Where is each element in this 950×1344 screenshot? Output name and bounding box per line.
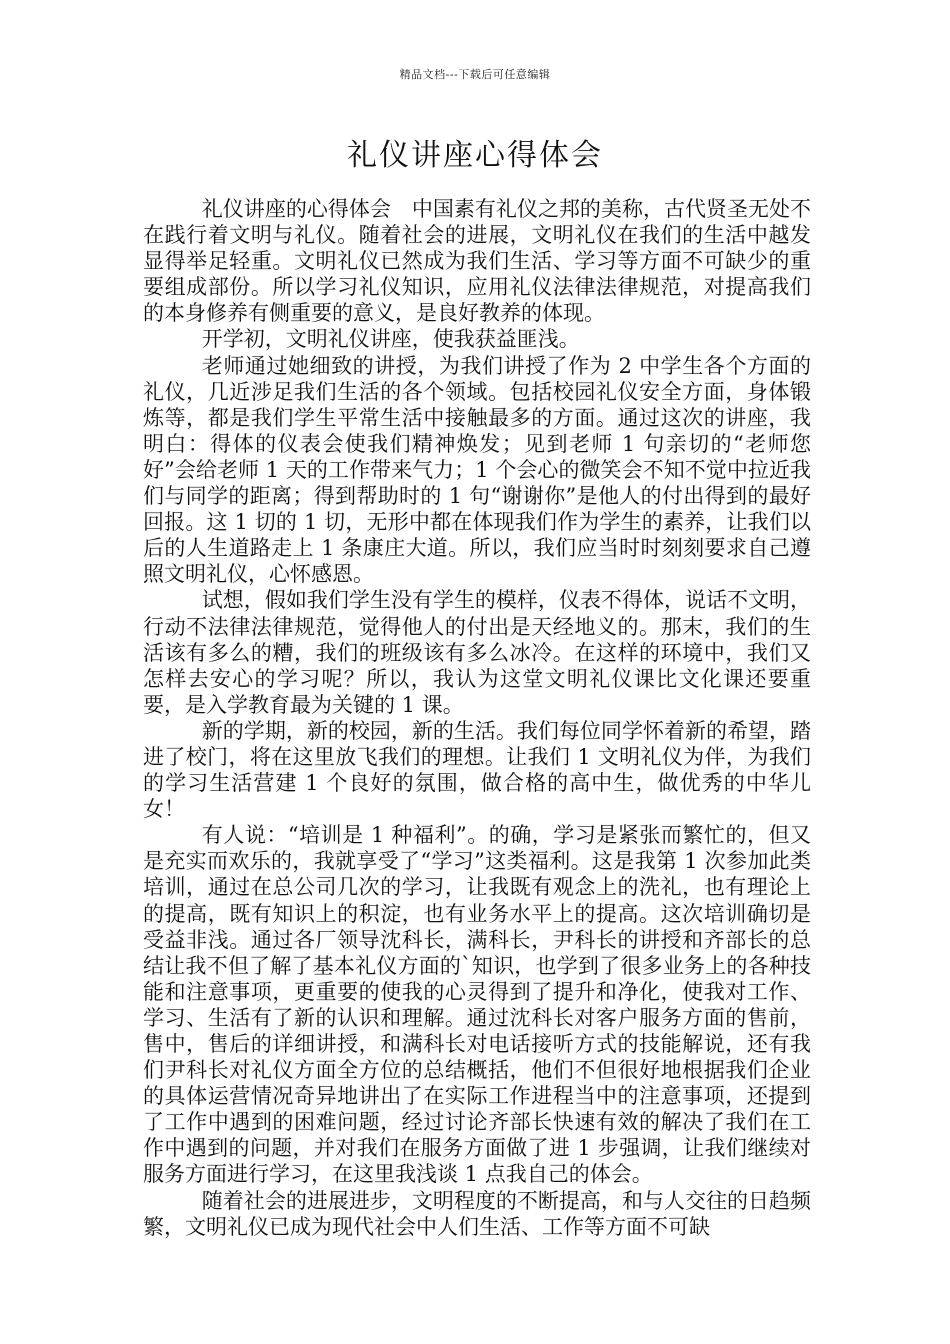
paragraph-lecture: 开学初，文明礼仪讲座，使我获益匪浅。 (201, 327, 580, 352)
paragraph-new-term: 新的学期，新的校园，新的生活。我们每位同学怀着新的希望，踏进了校门，将在这里放飞我们的理想。让我们 1 文明礼仪为伴，为我们的学习生活营建 1 个良好的氛围，做合格的高中生，做优秀的中华儿女！ (143, 718, 811, 822)
paragraph-intro: 礼仪讲座的心得体会 中国素有礼仪之邦的美称，古代贤圣无处不在践行着文明与礼仪。随着社会的进展，文明礼仪在我们的生活中越发显得举足轻重。文明礼仪已然成为我们生活、学习等方面不可缺少的重要组成部份。所以学习礼仪知识，应用礼仪法律法律规范，对提高我们的本身修养有侧重要的意义，是良好教养的体现。 (143, 197, 811, 326)
paragraph-imagine: 试想，假如我们学生没有学生的模样，仪表不得体，说话不文明，行动不法律法律规范，觉得他人的付出是天经地义的。那末，我们的生活该有多么的糟，我们的班级该有多么冰冷。在这样的环境中，我们又怎样去安心的学习呢？所以，我认为这堂文明礼仪课比文化课还要重要，是入学教育最为关键的 1 课。 (143, 588, 811, 717)
paragraph-teacher: 老师通过她细致的讲授，为我们讲授了作为 2 中学生各个方面的礼仪，几近涉足我们生活的各个领域。包括校园礼仪安全方面，身体锻炼等，都是我们学生平常生活中接触最多的方面。通过这次的讲座，我明白：得体的仪表会使我们精神焕发；见到老师 1 句亲切的“老师您好”会给老师 1 天的工作带来气力；1 个会心的微笑会不知不觉中拉近我们与同学的距离；得到帮助时的 1 句“谢谢你”是他人的付出得到的最好回报。这 1 切的 1 切，无形中都在体现我们作为学生的素养，让我们以后的人生道路走上 1 条康庄大道。所以，我们应当时时刻刻要求自己遵照文明礼仪，心怀感恩。 (143, 353, 811, 587)
page-title: 礼仪讲座心得体会 (347, 138, 603, 173)
document-body (143, 196, 811, 1240)
paragraph-society: 随着社会的进展进步，文明程度的不断提高，和与人交往的日趋频繁，文明礼仪已成为现代社会中人们生活、工作等方面不可缺 (143, 1188, 811, 1239)
header-note: 精品文档---下载后可任意编辑 (399, 68, 551, 81)
paragraph-training: 有人说：“培训是 1 种福利”。的确，学习是紧张而繁忙的，但又是充实而欢乐的，我就享受了“学习”这类福利。这是我第 1 次参加此类培训，通过在总公司几次的学习，让我既有观念上的洗礼，也有理论上的提高，既有知识上的积淀，也有业务水平上的提高。这次培训确切是受益非浅。通过各厂领导沈科长，满科长，尹科长的讲授和齐部长的总结让我不但了解了基本礼仪方面的`知识，也学到了很多业务上的各种技能和注意事项，更重要的使我的心灵得到了提升和净化，使我对工作、学习、生活有了新的认识和理解。通过沈科长对客户服务方面的售前，售中，售后的详细讲授，和满科长对电话接听方式的技能解说，还有我们尹科长对礼仪方面全方位的总结概括，他们不但很好地根据我们企业的具体运营情况奇异地讲出了在实际工作进程当中的注意事项，还提到了工作中遇到的困难问题，经过讨论齐部长快速有效的解决了我们在工作中遇到的问题，并对我们在服务方面做了进 1 步强调，让我们继续对服务方面进行学习，在这里我浅谈 1 点我自己的体会。 (143, 823, 811, 1187)
